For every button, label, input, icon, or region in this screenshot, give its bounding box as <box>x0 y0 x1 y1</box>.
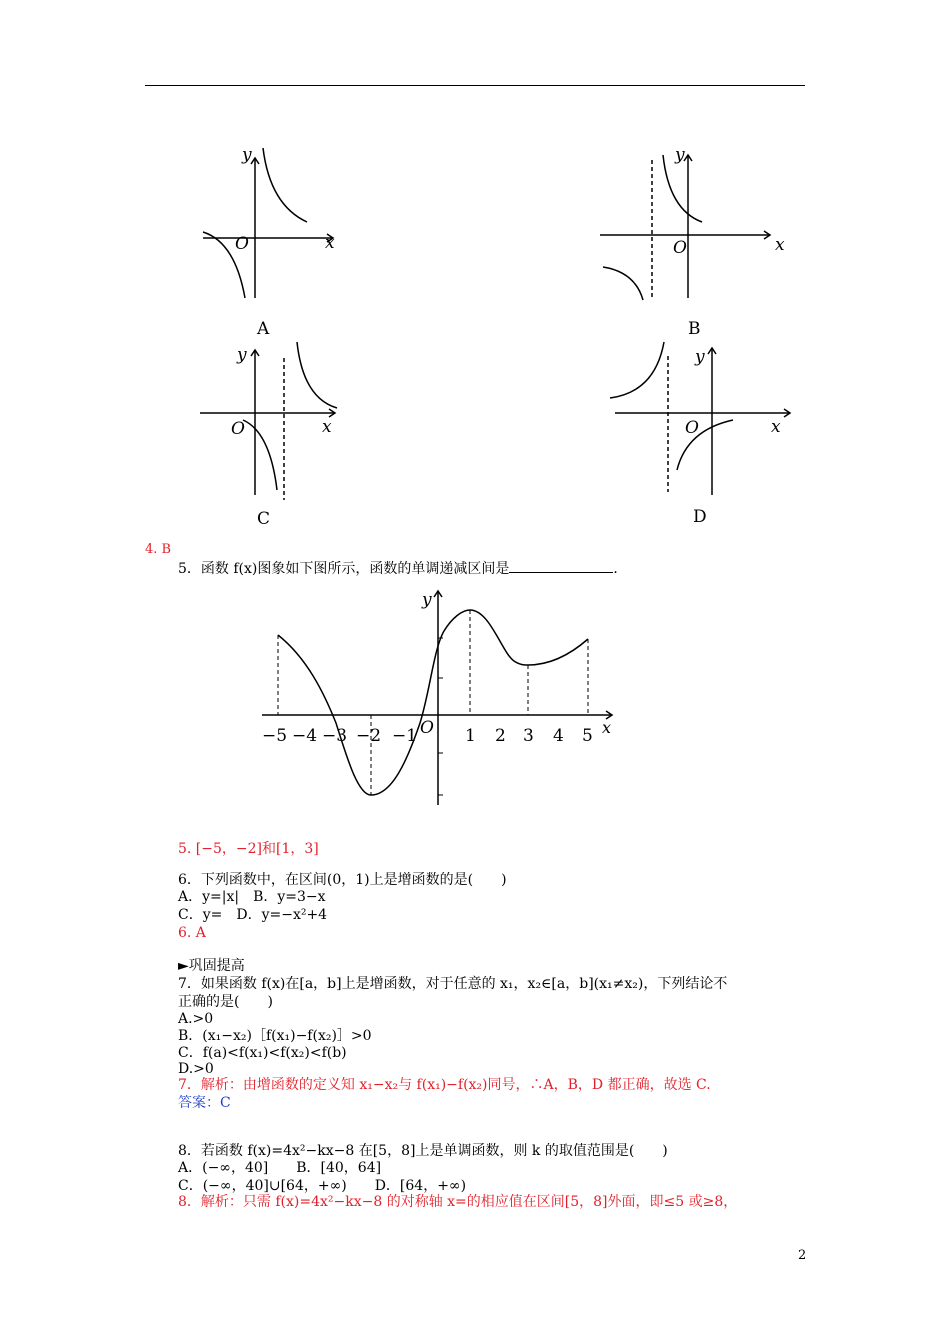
q5-tick: 2 <box>495 726 506 746</box>
q7-answer: 答案：C <box>178 1095 231 1111</box>
graph-b <box>600 155 770 300</box>
q6-stem: 6．下列函数中，在区间(0，1)上是增函数的是( ) <box>178 872 507 888</box>
graph-d-caption: D <box>693 507 707 527</box>
q7-option-c: C．f(a)<f(x₁)<f(x₂)<f(b) <box>178 1045 347 1061</box>
q5-stem-end: ． <box>613 561 628 577</box>
q5-tick: 5 <box>582 726 593 746</box>
graph-c-caption: C <box>257 509 271 529</box>
graph-b-caption: B <box>688 319 701 339</box>
graph-c-x-label: x <box>322 417 332 437</box>
q5-tick: 1 <box>465 726 476 746</box>
q5-tick: 3 <box>523 726 534 746</box>
graph-d-x-label: x <box>771 417 781 437</box>
q6-options-ab: A．y=|x| B．y=3−x <box>178 889 326 905</box>
section-title: ►巩固提高 <box>178 958 245 974</box>
graph-c-y-label: y <box>237 345 247 365</box>
graph-a <box>203 148 333 298</box>
q8-options-cd: C．(−∞，40]∪[64，+∞) D．[64，+∞) <box>178 1178 467 1194</box>
graph-b-x-label: x <box>775 235 785 255</box>
q5-tick: −4 <box>292 726 318 746</box>
graph-a-origin: O <box>235 234 249 254</box>
graph-a-x-label: x <box>325 233 335 253</box>
q4-answer: 4. B <box>145 542 172 557</box>
q5-stem-text: 5．函数 f(x)图象如下图所示，函数的单调递减区间是 <box>178 561 510 577</box>
q7-option-d: D.>0 <box>178 1061 214 1077</box>
q5-x-label: x <box>602 718 612 737</box>
q7-stem-line1: 7．如果函数 f(x)在[a，b]上是增函数，对于任意的 x₁，x₂∈[a，b](x₁≠x₂)，下列结论不 <box>178 976 728 992</box>
graph-b-y-label: y <box>675 145 685 165</box>
q6-options-cd: C．y= D．y=−x²+4 <box>178 907 328 923</box>
q5-tick: −3 <box>322 726 348 746</box>
q5-tick: −5 <box>262 726 288 746</box>
q5-stem <box>178 559 627 578</box>
q5-graph <box>252 583 624 815</box>
q5-blank <box>509 559 613 573</box>
page-number: 2 <box>798 1248 807 1263</box>
q7-stem-line2: 正确的是( ) <box>178 994 273 1010</box>
q7-analysis: 7．解析：由增函数的定义知 x₁−x₂与 f(x₁)−f(x₂)同号，∴A，B，D 都正确，故选 C. <box>178 1077 711 1093</box>
q8-stem: 8．若函数 f(x)=4x²−kx−8 在[5，8]上是单调函数，则 k 的取值范围是( ) <box>178 1143 668 1159</box>
graph-b-origin: O <box>673 238 687 258</box>
q6-answer: 6. A <box>178 925 206 941</box>
header-rule <box>145 85 805 86</box>
graph-d-y-label: y <box>695 347 705 367</box>
q5-tick: −1 <box>392 726 418 746</box>
q8-options-ab: A．(−∞，40] B．[40，64] <box>178 1160 382 1176</box>
q5-origin: O <box>420 718 434 738</box>
q5-tick: 4 <box>553 726 564 746</box>
graph-c-origin: O <box>231 419 245 439</box>
q4-figure <box>185 130 800 545</box>
q5-tick: −2 <box>356 726 382 746</box>
q5-answer: 5. [−5，−2]和[1，3] <box>178 841 319 857</box>
graph-c <box>200 342 337 500</box>
q7-option-b: B．(x₁−x₂)［f(x₁)−f(x₂)］>0 <box>178 1028 372 1044</box>
q8-analysis: 8．解析：只需 f(x)=4x²−kx−8 的对称轴 x=的相应值在区间[5，8]外面，即≤5 或≥8， <box>178 1194 738 1210</box>
graph-a-y-label: y <box>242 145 252 165</box>
q5-y-label: y <box>422 590 432 610</box>
q7-option-a: A.>0 <box>178 1011 214 1027</box>
graph-a-caption: A <box>257 319 270 339</box>
graph-d-origin: O <box>685 418 699 438</box>
